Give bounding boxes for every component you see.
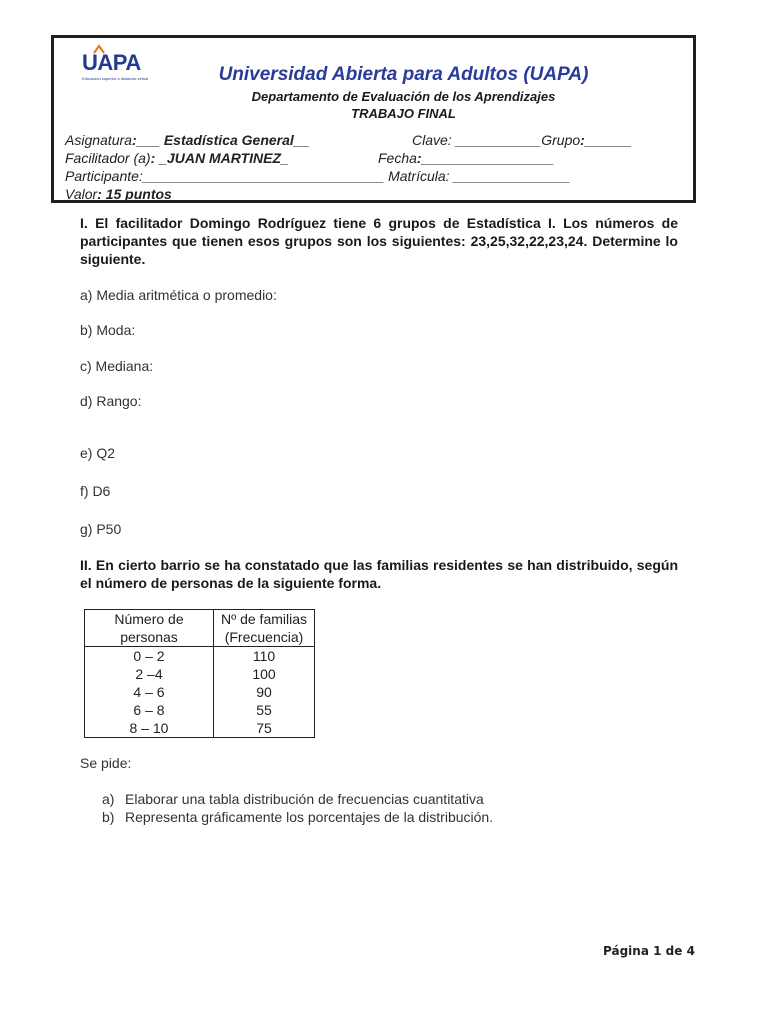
- se-pide: Se pide:: [80, 755, 132, 771]
- header-familias-line2: (Frecuencia): [224, 629, 304, 645]
- valor-value: : 15 puntos: [97, 186, 172, 202]
- header-personas: [85, 610, 214, 647]
- cell-familias: 100: [214, 665, 315, 683]
- cell-personas: 6 – 8: [85, 701, 214, 719]
- cell-familias: 55: [214, 701, 315, 719]
- document-title: TRABAJO FINAL: [351, 106, 456, 121]
- page-of: de: [665, 944, 683, 958]
- fecha-label: Fecha: [378, 150, 417, 166]
- logo-tagline: Educación superior a distancia virtual: [82, 76, 149, 81]
- clave-field: [412, 132, 632, 148]
- page-label: Página: [603, 944, 649, 958]
- frequency-table: [84, 609, 315, 738]
- page-current: 1: [653, 944, 662, 958]
- item-d: d) Rango:: [80, 393, 142, 409]
- asignatura-label: Asignatura: [65, 132, 132, 148]
- item-g: g) P50: [80, 521, 122, 537]
- item-f: f) D6: [80, 483, 111, 499]
- header-personas-line1: Número de: [114, 611, 184, 627]
- table-row: [85, 665, 315, 683]
- cell-personas: 8 – 10: [85, 719, 214, 738]
- valor-field: [65, 186, 172, 202]
- participante-label: Participante: [65, 168, 139, 184]
- question-2: II. En cierto barrio se ha constatado que las familias residentes se han distribuido, según el número de personas de la siguiente forma.: [80, 557, 678, 591]
- fecha-field: [378, 150, 554, 166]
- question-1: I. El facilitador Domingo Rodríguez tiene 6 grupos de Estadística I. Los números de participantes que tienen esos grupos son los siguientes: 23,25,32,22,23,24. Determine lo siguiente.: [80, 215, 678, 267]
- university-title: Universidad Abierta para Adultos (UAPA): [218, 64, 589, 85]
- facilitador-label: Facilitador (a): [65, 150, 151, 166]
- cell-familias: 75: [214, 719, 315, 738]
- valor-label: Valor: [65, 186, 98, 202]
- header-personas-line2: personas: [120, 629, 178, 645]
- asignatura-field: [65, 132, 309, 148]
- table-row: [85, 719, 315, 738]
- grupo-value: :______: [580, 132, 632, 148]
- cell-familias: 90: [214, 683, 315, 701]
- item-c: c) Mediana:: [80, 358, 154, 374]
- table-row: [85, 647, 315, 666]
- participante-value: :_______________________________: [138, 168, 385, 184]
- cell-personas: 2 –4: [85, 665, 214, 683]
- facilitador-field: [65, 150, 289, 166]
- task-a: [102, 791, 484, 807]
- asignatura-value: :___ Estadística General__: [131, 132, 310, 148]
- matricula-value: : _______________: [445, 168, 571, 184]
- cell-personas: 0 – 2: [85, 647, 214, 666]
- task-a-text: Elaborar una tabla distribución de frecuencias cuantitativa: [125, 791, 484, 807]
- item-a: a) Media aritmética o promedio:: [80, 287, 277, 303]
- logo-wordmark: UAPA: [82, 50, 141, 75]
- clave-label: Clave: [412, 132, 448, 148]
- task-b: [102, 809, 493, 825]
- clave-value: : ___________: [447, 132, 542, 148]
- header-familias-line1: Nº de familias: [220, 611, 308, 627]
- item-e: e) Q2: [80, 445, 116, 461]
- matricula-label: Matrícula: [388, 168, 446, 184]
- fecha-value: :_________________: [416, 150, 554, 166]
- task-b-text: Representa gráficamente los porcentajes de la distribución.: [125, 809, 494, 825]
- participante-field: [65, 168, 570, 184]
- item-b: b) Moda:: [80, 322, 136, 338]
- department-name: Departamento de Evaluación de los Aprendizajes: [251, 89, 556, 104]
- document-header: [51, 35, 696, 203]
- table-row: [85, 701, 315, 719]
- table-header-row: [85, 610, 315, 647]
- header-familias: [214, 610, 315, 647]
- task-a-marker: a): [102, 791, 115, 807]
- task-b-marker: b): [102, 809, 115, 825]
- grupo-label: Grupo: [541, 132, 581, 148]
- cell-personas: 4 – 6: [85, 683, 214, 701]
- cell-familias: 110: [214, 647, 315, 666]
- facilitador-value: : _JUAN MARTINEZ_: [150, 150, 289, 166]
- page-number: [603, 944, 695, 958]
- table-row: [85, 683, 315, 701]
- page-total: 4: [686, 944, 695, 958]
